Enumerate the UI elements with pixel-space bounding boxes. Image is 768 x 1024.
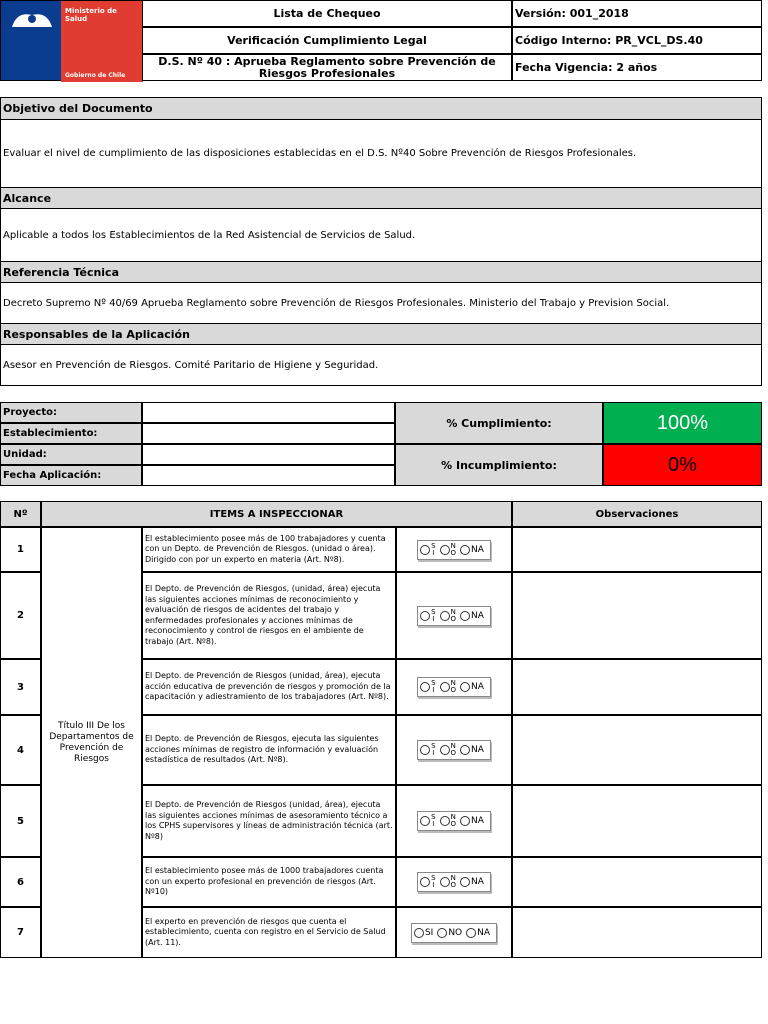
answer-options (417, 740, 491, 760)
radio-icon[interactable] (420, 877, 430, 887)
option-no[interactable] (440, 875, 457, 889)
option-na[interactable] (460, 877, 484, 887)
item-text: El Depto. de Prevención de Riesgos (unidad, área), ejecuta acción educativa de prevención de riesgos y promoción de la capacitación y adiestramiento de los trabajadores (Art. Nº8). (142, 659, 396, 715)
option-label: N O (450, 679, 457, 694)
observations-field[interactable] (512, 659, 762, 715)
observations-field[interactable] (512, 857, 762, 907)
item-text: El establecimiento posee más de 1000 trabajadores cuenta con un experto profesional en prevención de riesgos (Art. Nº10) (142, 857, 396, 907)
option-label: S I (431, 679, 436, 694)
radio-icon[interactable] (440, 682, 450, 692)
answer-options (411, 923, 497, 943)
date-label: Fecha Aplicación: (0, 465, 142, 486)
option-label: S I (431, 874, 436, 889)
option-si[interactable] (420, 743, 435, 757)
option-label: SI (424, 927, 434, 938)
scope-text: Aplicable a todos los Establecimientos de la Red Asistencial de Servicios de Salud. (0, 209, 762, 261)
item-text: El Depto. de Prevención de Riesgos (unidad, área), ejecuta las siguientes acciones mínimas de asesoramiento técnico a los CPHS supervisores y líneas de administración técnica (art. Nº8) (142, 785, 396, 857)
answer-options (417, 811, 491, 831)
radio-icon[interactable] (420, 611, 430, 621)
group-cell: Título III De los Departamentos de Prevención de Riesgos (41, 527, 142, 958)
observations-field[interactable] (512, 907, 762, 958)
item-text: El Depto. de Prevención de Riesgos, (unidad, área) ejecuta las siguientes acciones mínimas de reconocimiento y evaluación de riesgos de acidentes del trabajo y enfermedades profesionales y acciones mínimas de reconocimiento y control de riesgos en el ambiente de trabajo (Art. Nº8). (142, 572, 396, 659)
project-field[interactable] (142, 402, 395, 423)
option-na[interactable] (460, 816, 484, 826)
option-label: NA (471, 682, 484, 692)
option-label: NO (448, 927, 463, 938)
option-label: S I (431, 541, 436, 557)
option-na[interactable] (460, 545, 484, 555)
establishment-field[interactable] (142, 423, 395, 444)
option-label: N O (450, 541, 457, 557)
option-si[interactable] (420, 680, 435, 694)
answer-options (417, 677, 491, 697)
option-no[interactable] (440, 543, 457, 557)
radio-icon[interactable] (460, 545, 470, 555)
logo (0, 0, 142, 81)
row-number: 1 (0, 527, 41, 572)
option-si[interactable] (420, 875, 435, 889)
option-no[interactable] (440, 680, 457, 694)
row-number: 6 (0, 857, 41, 907)
option-label: NA (471, 816, 484, 826)
option-label: N O (450, 874, 457, 889)
option-label: N O (450, 607, 457, 623)
answer-options (417, 872, 491, 892)
unit-label: Unidad: (0, 444, 142, 465)
doc-decree: D.S. Nº 40 : Aprueba Reglamento sobre Prevención de Riesgos Profesionales (142, 54, 512, 81)
unit-field[interactable] (142, 444, 395, 465)
doc-validity: Fecha Vigencia: 2 años (512, 54, 762, 81)
option-na[interactable] (460, 611, 484, 621)
col-num-header: Nº (0, 501, 41, 527)
noncompliance-value: 0% (603, 444, 762, 486)
option-label: N O (450, 742, 457, 757)
option-si[interactable] (420, 543, 435, 557)
responsible-text: Asesor en Prevención de Riesgos. Comité Paritario de Higiene y Seguridad. (0, 345, 762, 386)
radio-icon[interactable] (460, 682, 470, 692)
observations-field[interactable] (512, 715, 762, 785)
objective-text: Evaluar el nivel de cumplimiento de las disposiciones establecidas en el D.S. Nº40 Sobre Prevención de Riesgos Profesionales. (0, 120, 762, 187)
radio-icon[interactable] (437, 928, 447, 938)
noncompliance-label: % Incumplimiento: (395, 444, 603, 486)
radio-icon[interactable] (460, 877, 470, 887)
item-text: El Depto. de Prevención de Riesgos, ejecuta las siguientes acciones mínimas de registro de información y evaluación estadística de resultados (Art. Nº8). (142, 715, 396, 785)
answer-cell (396, 572, 512, 659)
radio-icon[interactable] (440, 816, 450, 826)
option-si[interactable] (414, 928, 433, 938)
row-number: 5 (0, 785, 41, 857)
row-number: 2 (0, 572, 41, 659)
scope-title: Alcance (0, 187, 762, 209)
date-field[interactable] (142, 465, 395, 486)
radio-icon[interactable] (466, 928, 476, 938)
option-si[interactable] (420, 609, 435, 623)
radio-icon[interactable] (440, 545, 450, 555)
radio-icon[interactable] (420, 745, 430, 755)
radio-icon[interactable] (420, 682, 430, 692)
radio-icon[interactable] (440, 611, 450, 621)
row-number: 4 (0, 715, 41, 785)
radio-icon[interactable] (414, 928, 424, 938)
logo-crest-icon (7, 7, 57, 31)
answer-cell (396, 857, 512, 907)
answer-cell (396, 785, 512, 857)
option-na[interactable] (460, 682, 484, 692)
observations-field[interactable] (512, 785, 762, 857)
doc-version: Versión: 001_2018 (512, 0, 762, 27)
option-si[interactable] (420, 814, 435, 828)
responsible-title: Responsables de la Aplicación (0, 323, 762, 345)
col-obs-header: Observaciones (512, 501, 762, 527)
answer-cell (396, 907, 512, 958)
option-label: NA (471, 745, 484, 755)
radio-icon[interactable] (420, 545, 430, 555)
observations-field[interactable] (512, 527, 762, 572)
logo-government: Gobierno de Chile (65, 72, 126, 79)
option-label: NA (471, 544, 484, 555)
objective-title: Objetivo del Documento (0, 97, 762, 120)
answer-options (417, 540, 491, 560)
option-label: S I (431, 813, 436, 828)
option-no[interactable] (440, 609, 457, 623)
answer-cell (396, 659, 512, 715)
option-label: NA (477, 927, 491, 938)
row-number: 7 (0, 907, 41, 958)
observations-field[interactable] (512, 572, 762, 659)
logo-ministry-line1: Ministerio de (65, 7, 117, 15)
doc-code: Código Interno: PR_VCL_DS.40 (512, 27, 762, 54)
option-label: N O (450, 813, 457, 828)
radio-icon[interactable] (440, 745, 450, 755)
answer-cell (396, 527, 512, 572)
logo-ministry-line2: Salud (65, 15, 88, 23)
compliance-value: 100% (603, 402, 762, 444)
option-na[interactable] (460, 745, 484, 755)
radio-icon[interactable] (460, 816, 470, 826)
option-label: S I (431, 607, 436, 623)
answer-options (417, 606, 491, 626)
project-label: Proyecto: (0, 402, 142, 423)
option-no[interactable] (437, 928, 462, 938)
col-items-header: ITEMS A INSPECCIONAR (41, 501, 512, 527)
option-label: S I (431, 742, 436, 757)
radio-icon[interactable] (460, 745, 470, 755)
option-label: NA (471, 877, 484, 887)
doc-title: Lista de Chequeo (142, 0, 512, 27)
reference-text: Decreto Supremo Nº 40/69 Aprueba Reglamento sobre Prevención de Riesgos Profesionales. Ministerio del Trabajo y Prevision Social. (0, 283, 762, 323)
reference-title: Referencia Técnica (0, 261, 762, 283)
option-no[interactable] (440, 814, 457, 828)
item-text: El experto en prevención de riesgos que cuenta el establecimiento, cuenta con registro en el Servicio de Salud (Art. 11). (142, 907, 396, 958)
radio-icon[interactable] (440, 877, 450, 887)
row-number: 3 (0, 659, 41, 715)
establishment-label: Establecimiento: (0, 423, 142, 444)
compliance-label: % Cumplimiento: (395, 402, 603, 444)
doc-subtitle: Verificación Cumplimiento Legal (142, 27, 512, 54)
radio-icon[interactable] (460, 611, 470, 621)
option-no[interactable] (440, 743, 457, 757)
answer-cell (396, 715, 512, 785)
option-na[interactable] (466, 928, 490, 938)
option-label: NA (471, 610, 484, 621)
radio-icon[interactable] (420, 816, 430, 826)
item-text: El establecimiento posee más de 100 trabajadores y cuenta con un Depto. de Prevención de Riesgos. (unidad o área). Dirigido con por un experto en materia (Art. Nº8). (142, 527, 396, 572)
